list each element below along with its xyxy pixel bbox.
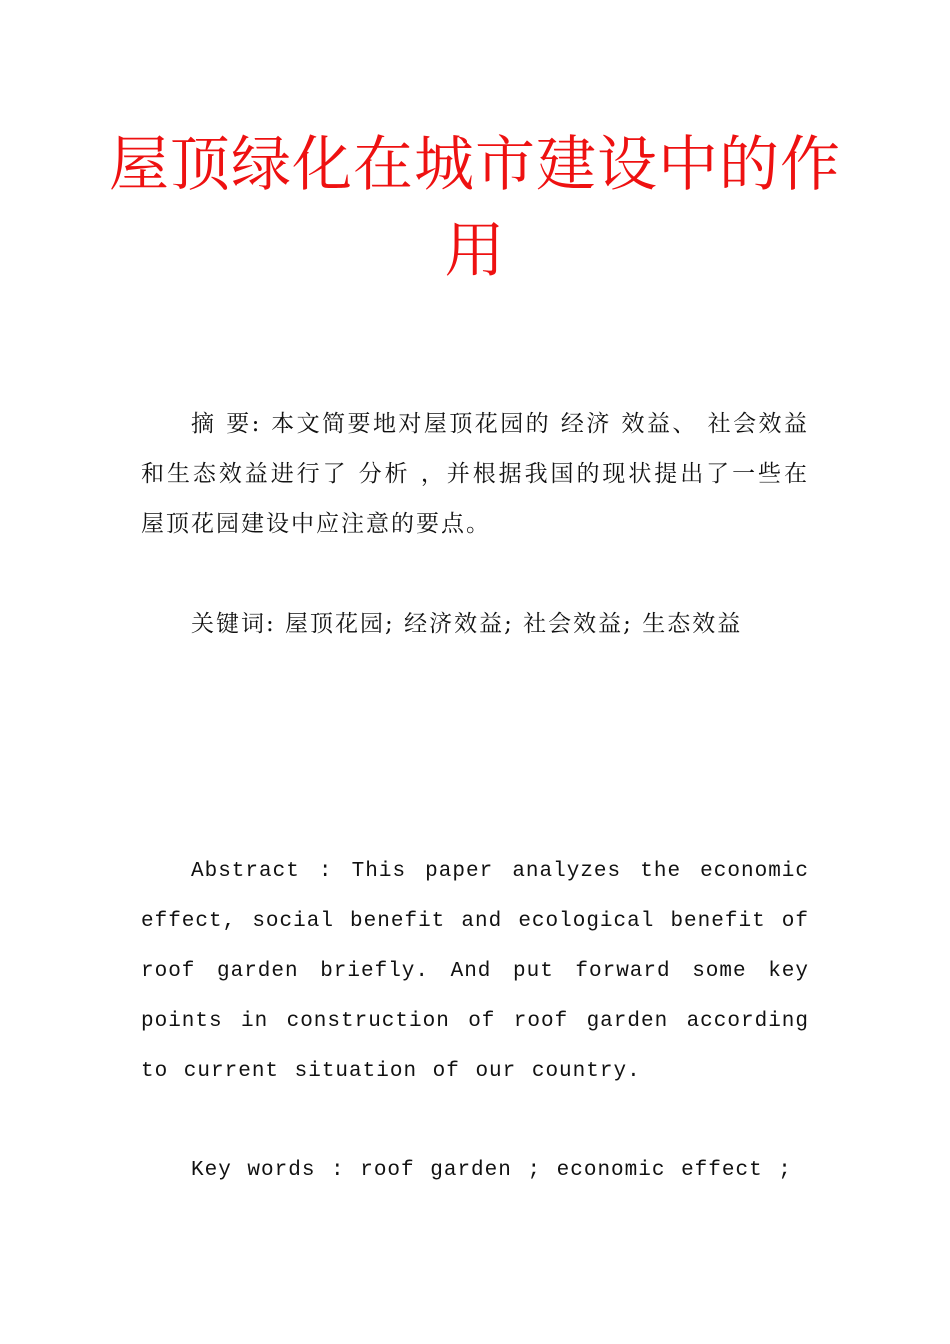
- document-title: 屋顶绿化在城市建设中的作用: [109, 130, 841, 286]
- keywords-english: Key words : roof garden ; economic effect ;: [191, 1159, 792, 1182]
- abstract-chinese: 摘 要: 本文简要地对屋顶花园的 经济 效益、 社会效益和生态效益进行了 分析 ，并根据我国的现状提出了一些在屋顶花园建设中应注意的要点。: [141, 411, 809, 537]
- abstract-english: Abstract : This paper analyzes the economic effect, social benefit and ecological benefit of roof garden briefly. And put forward some key points in construction of roof garden according to current situation of our country.: [141, 860, 809, 1083]
- keywords-chinese: 关键词: 屋顶花园; 经济效益; 社会效益; 生态效益: [191, 611, 743, 637]
